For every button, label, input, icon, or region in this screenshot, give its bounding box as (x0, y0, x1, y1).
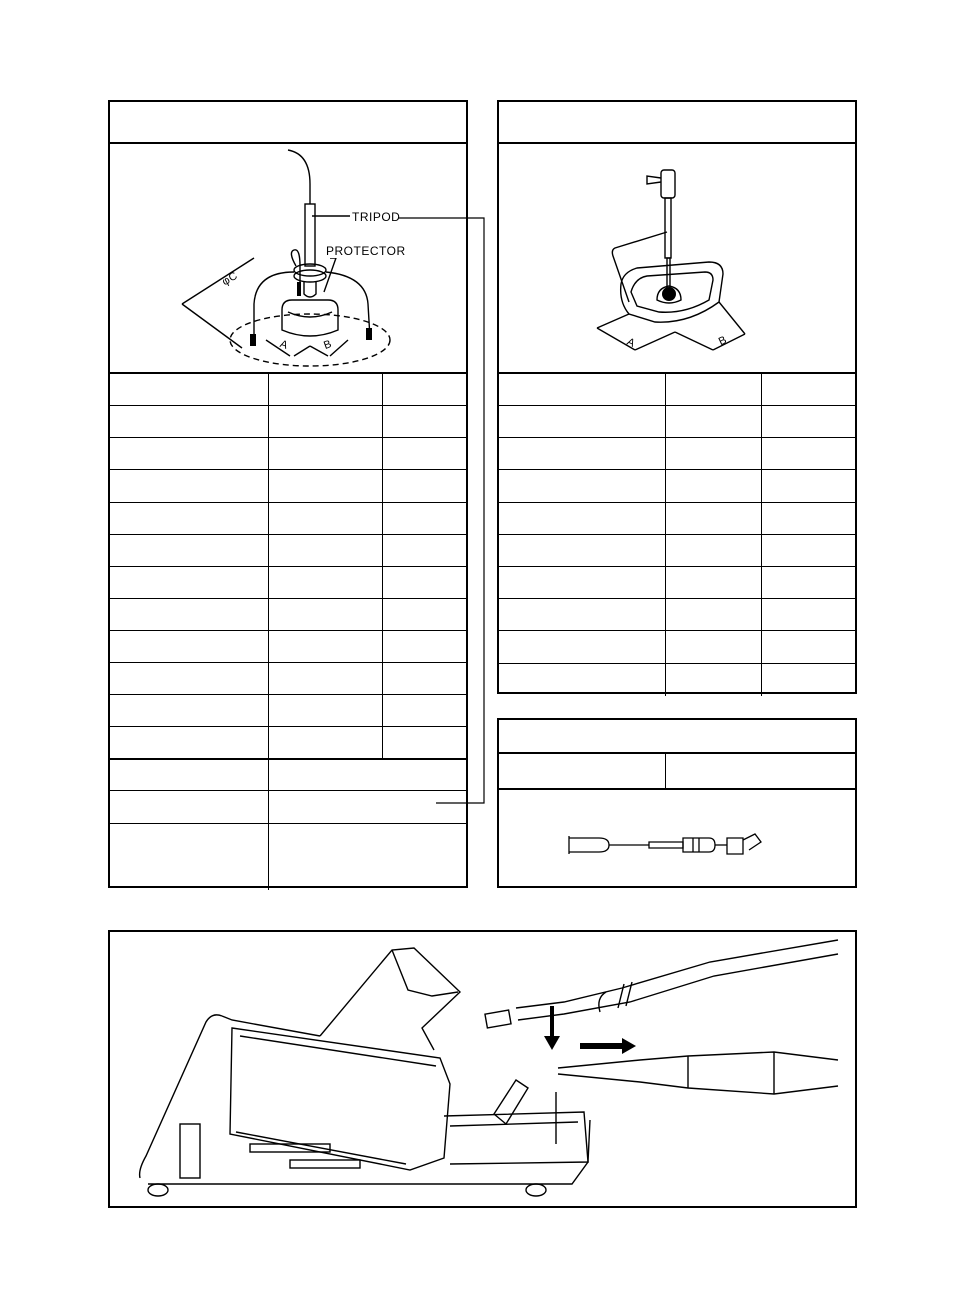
probe-panel (497, 718, 857, 888)
protector-callout-label: PROTECTOR (326, 244, 406, 258)
bath-diagram-icon (589, 152, 769, 372)
probe-diagram-icon (549, 824, 789, 864)
table-row (499, 470, 855, 503)
probe-header-row (499, 754, 855, 790)
bath-panel-header (499, 102, 855, 144)
table-row (499, 535, 855, 567)
table-row (499, 406, 855, 438)
tripod-dim-b-label: B (322, 338, 334, 352)
probe-panel-header (499, 720, 855, 754)
table-row (499, 438, 855, 470)
arrow-down-icon (544, 1006, 560, 1050)
table-row (499, 567, 855, 599)
bath-dim-b-label: B (716, 333, 730, 349)
bath-dim-a-label: A (624, 335, 638, 351)
tripod-dim-a-label: A (278, 338, 290, 352)
tripod-dim-c-label: φC (220, 269, 241, 289)
arrow-right-icon (580, 1038, 636, 1054)
table-row (499, 374, 855, 406)
table-row (499, 503, 855, 535)
bath-spec-table (499, 372, 855, 696)
tripod-callout-label: TRIPOD (352, 210, 401, 224)
table-row (499, 599, 855, 631)
station-diagram-icon (110, 932, 859, 1210)
station-panel (108, 930, 857, 1208)
table-row (499, 663, 855, 664)
bath-panel (497, 100, 857, 694)
